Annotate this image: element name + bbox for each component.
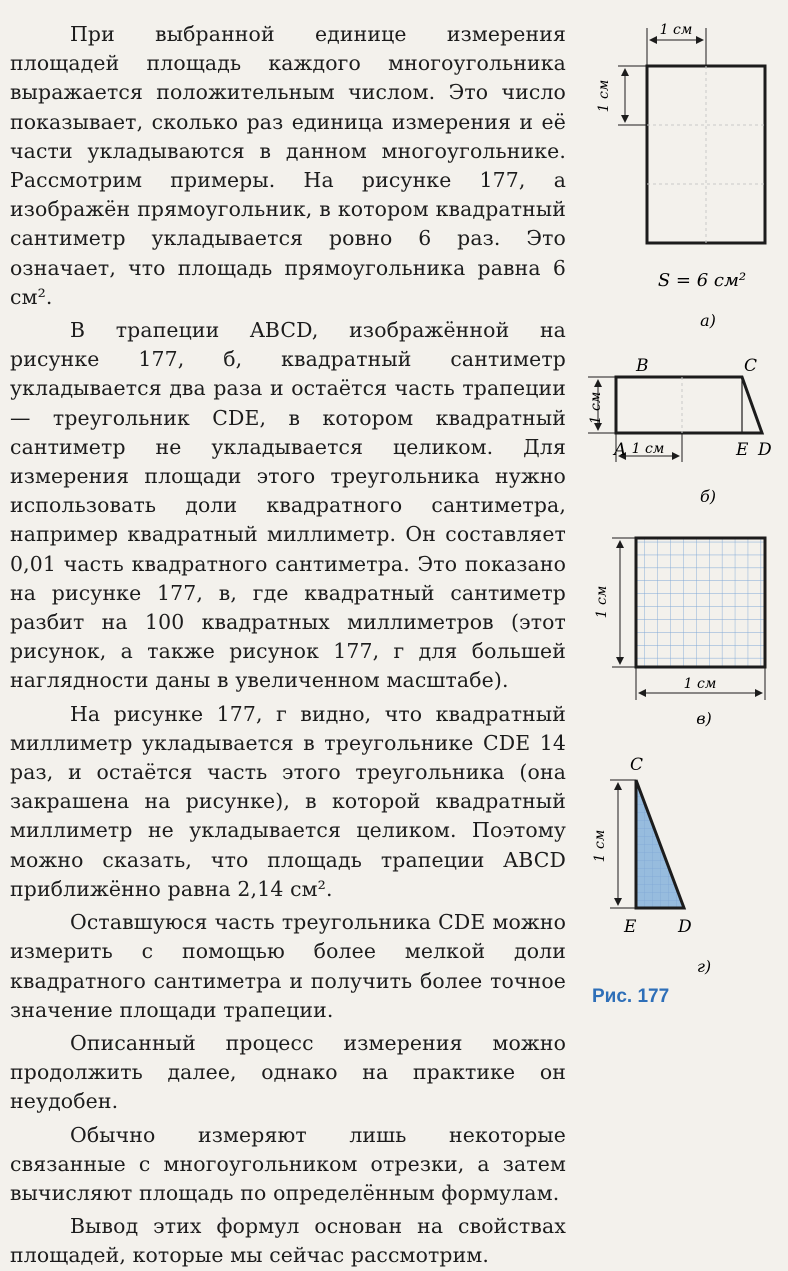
vertex-e-g: E xyxy=(624,917,637,937)
fig-b-dim-bottom: 1 см xyxy=(631,441,665,457)
vertex-c: C xyxy=(744,356,758,376)
vertex-c-g: C xyxy=(630,755,644,775)
paragraph-7: Вывод этих формул основан на свойствах площадей, которые мы сейчас рассмотрим. xyxy=(10,1214,566,1268)
trapezoid-abcd xyxy=(616,377,762,433)
body-text xyxy=(10,20,566,1271)
fig-v-dim-left: 1 см xyxy=(594,585,610,619)
fig-b-dim-left: 1 см xyxy=(588,391,604,425)
figure-a xyxy=(596,22,765,330)
paragraph-2: В трапеции ABCD, изображённой на рисунке 177, б, квадратный сантиметр укладывается два раза и остаётся часть трапеции — треугольник CDE, в котором квадратный сантиметр не укладывается целиком. Для измерения площади этого треугольника нужно использовать доли квадратного сантиметра, например квадратный миллиметр. Он составляет 0,01 часть квадратного сантиметра. Это показано на рисунке 177, в, где квадратный сантиметр разбит на 100 квадратных миллиметров (этот рисунок, а также рисунок 177, г для большей наглядности даны в увеличенном масштабе). xyxy=(10,318,566,693)
vertex-b: B xyxy=(636,356,649,376)
vertex-a: A xyxy=(614,440,627,460)
fig-g-dim-left: 1 см xyxy=(592,829,608,863)
paragraph-6: Обычно измеряют лишь некоторые связанные с многоугольником отрезки, а затем вычисляют площадь по определённым формулам. xyxy=(10,1122,566,1205)
fig-b-label: б) xyxy=(699,487,717,506)
paragraph-1: При выбранной единице измерения площадей площадь каждого многоугольника выражается положительным числом. Это число показывает, сколько раз единица измерения и её части укладываются в данном многоугольнике. Рассмотрим примеры. На рисунке 177, а изображён прямоугольник, в котором квадратный сантиметр укладывается ровно 6 раз. Это означает, что площадь прямоугольника равна 6 см². xyxy=(10,22,566,309)
figure-caption: Рис. 177 xyxy=(592,986,670,1007)
paragraph-5: Описанный процесс измерения можно продолжить далее, однако на практике он неудобен. xyxy=(10,1030,566,1114)
fig-g-label: г) xyxy=(696,957,712,976)
vertex-e: E xyxy=(736,440,749,460)
fig-a-dim-left: 1 см xyxy=(596,79,612,113)
vertex-d-g: D xyxy=(678,917,692,937)
fig-a-area: S = 6 см² xyxy=(657,270,747,291)
fig-v-dim-bottom: 1 см xyxy=(683,676,717,692)
vertex-d: D xyxy=(758,440,772,460)
figure-column xyxy=(580,0,788,1116)
paragraph-3: На рисунке 177, г видно, что квадратный миллиметр укладывается в треугольнике CDE 14 раз, и остаётся часть этого треугольника (она закрашена на рисунке), в которой квадратный миллиметр не укладывается целиком. Поэтому можно сказать, что площадь трапеции ABCD приближённо равна 2,14 см². xyxy=(10,701,566,901)
fig-v-label: в) xyxy=(696,709,712,728)
figure-g xyxy=(592,755,711,976)
mm-grid xyxy=(636,538,765,667)
paragraph-4: Оставшуюся часть треугольника CDE можно измерить с помощью более мелкой доли квадратного сантиметра и получить более точное значение площади трапеции. xyxy=(10,910,566,1022)
figure-177 xyxy=(580,0,788,1116)
fig-a-dim-top: 1 см xyxy=(659,22,693,38)
fig-a-label: а) xyxy=(700,311,716,330)
figure-v xyxy=(594,538,765,728)
figure-b xyxy=(588,356,772,506)
